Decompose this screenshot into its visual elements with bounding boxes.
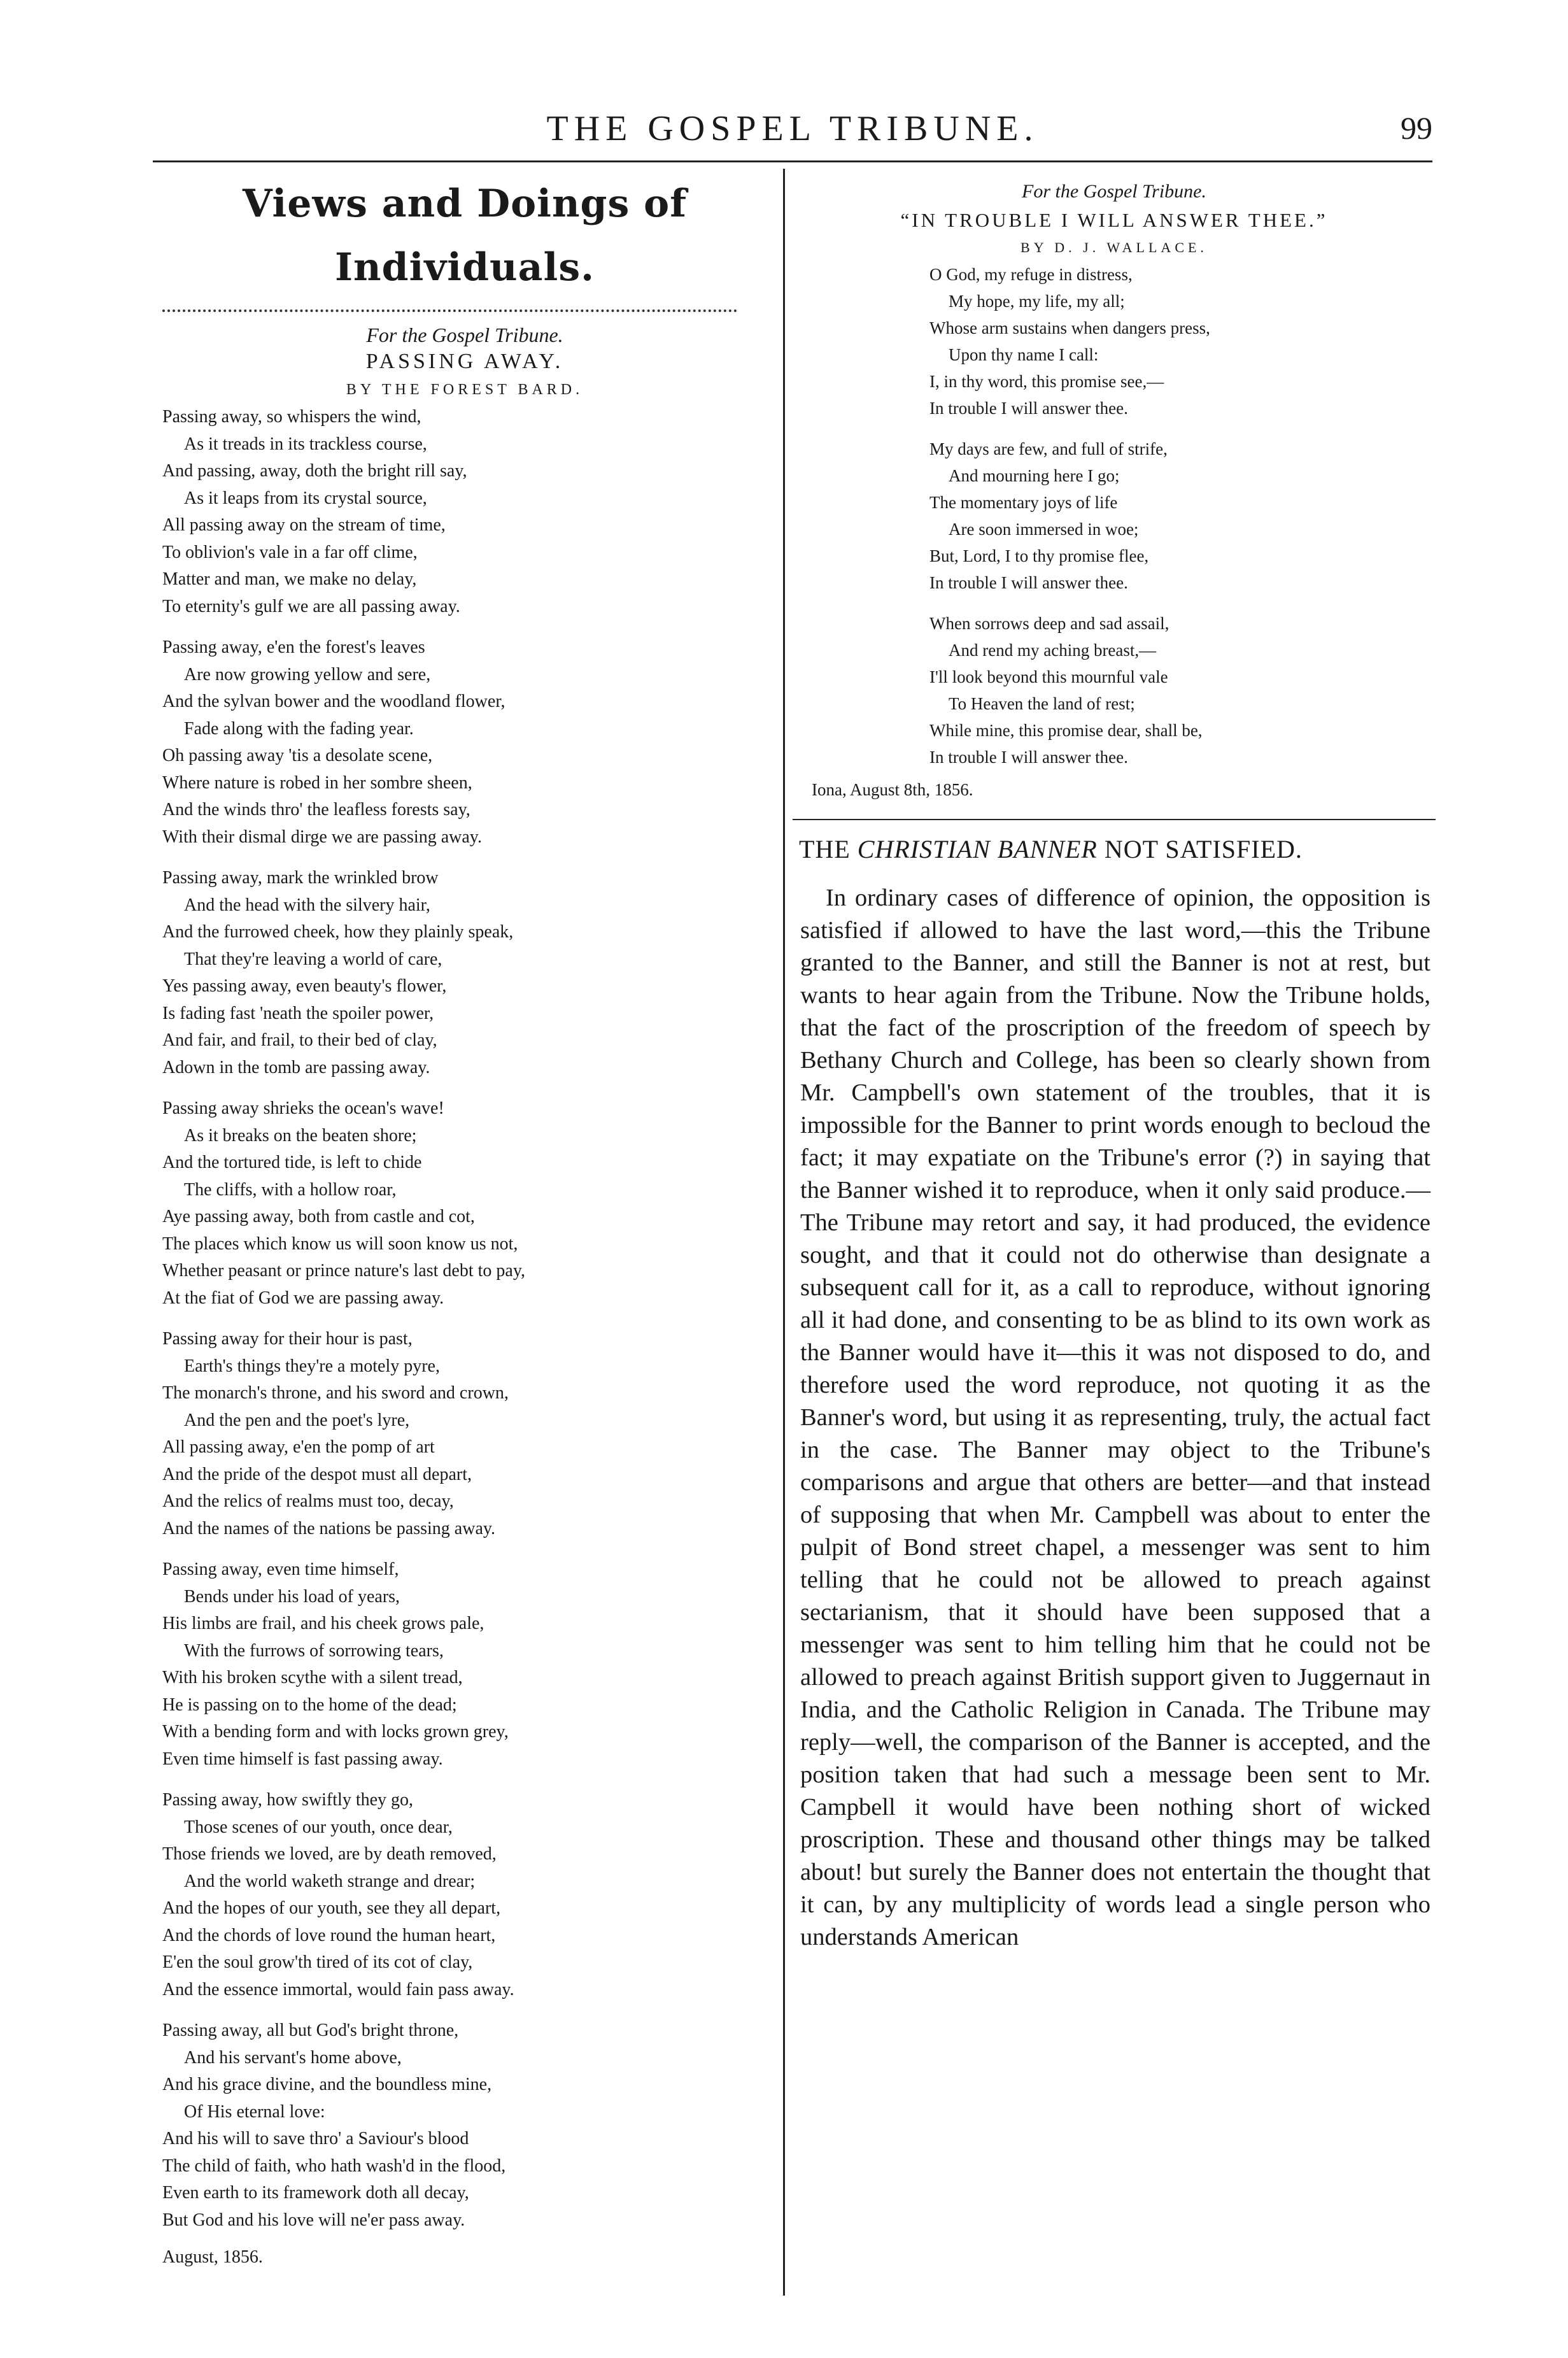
- stanza: [929, 610, 1436, 771]
- header-rule: [153, 160, 1432, 162]
- poem-line: And the essence immortal, would fain pass away.: [162, 1979, 514, 1999]
- poem-title: “IN TROUBLE I WILL ANSWER THEE.”: [900, 209, 1328, 231]
- poem-line: And the chords of love round the human heart,: [162, 1925, 496, 1945]
- poem-line: The child of faith, who hath wash'd in the flood,: [162, 2156, 506, 2176]
- poem-line: As it leaps from its crystal source,: [184, 488, 427, 508]
- poem-byline: BY THE FOREST BARD.: [346, 381, 584, 398]
- poem-line: I, in thy word, this promise see,—: [929, 372, 1164, 391]
- poem-line: And his servant's home above,: [184, 2047, 402, 2068]
- poem-line: My hope, my life, my all;: [949, 292, 1125, 311]
- poem-line: Passing away, e'en the forest's leaves: [162, 637, 425, 657]
- poem-line: Upon thy name I call:: [949, 345, 1099, 364]
- poem-line: Passing away, all but God's bright throne,: [162, 2021, 459, 2040]
- poem-line: And passing, away, doth the bright rill say,: [162, 461, 467, 481]
- poem-line: With a bending form and with locks grown grey,: [162, 1722, 509, 1742]
- article-title-emphasis: CHRISTIAN BANNER: [857, 835, 1098, 863]
- poem-passing-away: [162, 404, 767, 2234]
- poem-line: Those friends we loved, are by death removed,: [162, 1844, 497, 1864]
- poem-line: Passing away, mark the wrinkled brow: [162, 868, 439, 888]
- poem-line: And the relics of realms must too, decay,: [162, 1491, 454, 1511]
- poem-line: Those scenes of our youth, once dear,: [184, 1817, 453, 1837]
- poem-line: But, Lord, I to thy promise flee,: [929, 546, 1149, 565]
- column-divider: [783, 169, 785, 2296]
- stanza: [162, 2017, 767, 2234]
- poem-line: In trouble I will answer thee.: [929, 399, 1128, 418]
- poem-line: Adown in the tomb are passing away.: [162, 1057, 430, 1077]
- poem-line: And the tortured tide, is left to chide: [162, 1153, 422, 1172]
- poem-line: To Heaven the land of rest;: [949, 694, 1135, 713]
- poem-line: His limbs are frail, and his cheek grows pale,: [162, 1614, 484, 1633]
- poem-line: And the world waketh strange and drear;: [184, 1871, 476, 1891]
- poem-line: When sorrows deep and sad assail,: [929, 614, 1169, 633]
- stanza: [162, 1787, 767, 2003]
- poem-line: Passing away shrieks the ocean's wave!: [162, 1098, 444, 1118]
- poem-line: That they're leaving a world of care,: [184, 949, 442, 969]
- poem-line: As it treads in its trackless course,: [184, 434, 427, 454]
- poem-line: Passing away, so whispers the wind,: [162, 407, 421, 427]
- stanza: [162, 1556, 767, 1773]
- poem-line: Whether peasant or prince nature's last debt to pay,: [162, 1261, 526, 1281]
- article-rule: [793, 819, 1436, 820]
- poem-line: Matter and man, we make no delay,: [162, 569, 417, 589]
- page-number: 99: [1401, 110, 1432, 146]
- poem-in-trouble: [793, 261, 1436, 771]
- poem-line: At the fiat of God we are passing away.: [162, 1288, 444, 1308]
- poem-line: And the hopes of our youth, see they all depart,: [162, 1898, 501, 1918]
- stanza: [162, 634, 767, 851]
- poem-line: The momentary joys of life: [929, 493, 1118, 512]
- stanza: [929, 261, 1436, 422]
- poem-line: Fade along with the fading year.: [184, 718, 414, 739]
- poem-title: PASSING AWAY.: [365, 350, 564, 373]
- poem-dateline: Iona, August 8th, 1856.: [812, 780, 973, 799]
- poem-line: I'll look beyond this mournful vale: [929, 667, 1168, 686]
- poem-line: And the winds thro' the leafless forests say,: [162, 800, 470, 820]
- poem-line: And the names of the nations be passing away.: [162, 1518, 496, 1538]
- poem-line: With their dismal dirge we are passing away.: [162, 827, 482, 847]
- poem-line: E'en the soul grow'th tired of its cot of clay,: [162, 1952, 473, 1972]
- poem-line: Bends under his load of years,: [184, 1586, 400, 1607]
- article-title-suffix: NOT SATISFIED.: [1097, 835, 1303, 863]
- running-title: THE GOSPEL TRIBUNE.: [546, 109, 1039, 148]
- poem-line: He is passing on to the home of the dead;: [162, 1694, 457, 1715]
- poem-line: Passing away, how swiftly they go,: [162, 1790, 414, 1810]
- poem-line: To oblivion's vale in a far off clime,: [162, 542, 418, 562]
- poem-line: The cliffs, with a hollow roar,: [184, 1179, 397, 1200]
- poem-line: The places which know us will soon know us not,: [162, 1233, 518, 1254]
- poem-line: And the head with the silvery hair,: [184, 895, 430, 915]
- article-title: [799, 834, 1436, 864]
- poem-line: My days are few, and full of strife,: [929, 439, 1168, 458]
- poem-line: Even time himself is fast passing away.: [162, 1749, 443, 1769]
- poem-line: Yes passing away, even beauty's flower,: [162, 976, 447, 996]
- right-column: [793, 178, 1436, 2292]
- poem-line: Are soon immersed in woe;: [949, 520, 1139, 539]
- poem-line: And his grace divine, and the boundless mine,: [162, 2075, 492, 2094]
- stanza: [929, 436, 1436, 596]
- poem-line: And the furrowed cheek, how they plainly speak,: [162, 922, 514, 942]
- poem-line: While mine, this promise dear, shall be,: [929, 721, 1203, 740]
- article-body: [793, 882, 1436, 1954]
- poem-line: Even earth to its framework doth all decay,: [162, 2183, 469, 2203]
- left-column: [162, 172, 767, 2292]
- poem-line: And the pride of the despot must all depart,: [162, 1464, 472, 1484]
- poem-line: Are now growing yellow and sere,: [184, 664, 431, 685]
- poem-byline: BY D. J. WALLACE.: [1021, 239, 1208, 255]
- stanza: [162, 865, 767, 1081]
- poem-line: Where nature is robed in her sombre sheen,: [162, 772, 472, 793]
- poem-line: All passing away, e'en the pomp of art: [162, 1437, 435, 1457]
- running-head: [153, 108, 1432, 159]
- poem-line: Is fading fast 'neath the spoiler power,: [162, 1003, 434, 1023]
- poem-line: As it breaks on the beaten shore;: [184, 1125, 417, 1146]
- poem-line: And mourning here I go;: [949, 466, 1120, 485]
- article-title-prefix: THE: [799, 835, 858, 863]
- poem-line: O God, my refuge in distress,: [929, 265, 1133, 284]
- poem-line: In trouble I will answer thee.: [929, 748, 1128, 767]
- poem-dateline: August, 1856.: [162, 2247, 263, 2267]
- poem-line: And the pen and the poet's lyre,: [184, 1410, 410, 1430]
- poem-line: With the furrows of sorrowing tears,: [184, 1640, 444, 1661]
- poem-line: And rend my aching breast,—: [949, 641, 1157, 660]
- poem-line: Passing away for their hour is past,: [162, 1329, 413, 1349]
- poem-line: Aye passing away, both from castle and cot,: [162, 1207, 475, 1226]
- poem-line: And his will to save thro' a Saviour's blood: [162, 2129, 469, 2148]
- poem-line: With his broken scythe with a silent tread,: [162, 1668, 463, 1687]
- poem-line: And the sylvan bower and the woodland flower,: [162, 692, 505, 711]
- publication-note: For the Gospel Tribune.: [1022, 181, 1206, 202]
- poem-line: Oh passing away 'tis a desolate scene,: [162, 746, 433, 765]
- stanza: [162, 404, 767, 620]
- poem-line: And fair, and frail, to their bed of clay,: [162, 1030, 437, 1050]
- stanza: [162, 1095, 767, 1312]
- poem-line: In trouble I will answer thee.: [929, 573, 1128, 592]
- poem-line: The monarch's throne, and his sword and crown,: [162, 1383, 509, 1403]
- poem-line: Earth's things they're a motely pyre,: [184, 1356, 440, 1376]
- ornamental-rule: [162, 299, 737, 312]
- section-heading: Views and Doings of Individuals.: [242, 181, 688, 290]
- article-paragraph: In ordinary cases of difference of opinion, the opposition is satisfied if allowed to have the last word,—this the Tribune granted to the Banner, and still the Banner is not at rest, but wants to hear again from the Tribune. Now the Tribune holds, that the fact of the proscription of the freedom of speech by Bethany Church and College, has been so clearly shown from Mr. Campbell's own statement of the troubles, that it is impossible for the Banner to print words enough to becloud the fact; it may expatiate on the Tribune's error (?) in saying that the Banner wished it to reproduce, when it only said produce.—The Tribune may retort and say, it had produced, the evidence sought, and that it could not do otherwise than designate a subsequent call for it, as a call to reproduce, without ignoring all it had done, and consenting to be as blind to its own work as the Banner would have it—this it was not disposed to do, and therefore used the word reproduce, not quoting it as the Banner's word, but using it as representing, truly, the actual fact in the case. The Banner may object to the Tribune's comparisons and argue that others are better—and that instead of supposing that when Mr. Campbell was about to enter the pulpit of Bond street chapel, a messenger was sent to him telling that he could not be allowed to preach against sectarianism, that it should have been supposed that a messenger was sent to him telling him that he could not be allowed to preach against British support given to Juggernaut in India, and the Catholic Religion in Canada. The Tribune may reply—well, the comparison of the Banner is accepted, and the position taken that had such a message been sent to Mr. Campbell it would have been nothing short of wicked proscription. These and thousand other things may be talked about! but surely the Banner does not entertain the thought that it can, by any multiplicity of words lead a single person who understands American: [800, 884, 1430, 1950]
- publication-note: For the Gospel Tribune.: [366, 323, 563, 346]
- poem-line: Of His eternal love:: [184, 2101, 325, 2122]
- stanza: [162, 1326, 767, 1542]
- poem-line: But God and his love will ne'er pass away.: [162, 2210, 465, 2230]
- poem-line: Whose arm sustains when dangers press,: [929, 318, 1210, 337]
- poem-line: To eternity's gulf we are all passing away.: [162, 596, 460, 616]
- poem-line: All passing away on the stream of time,: [162, 515, 446, 535]
- poem-line: Passing away, even time himself,: [162, 1559, 399, 1579]
